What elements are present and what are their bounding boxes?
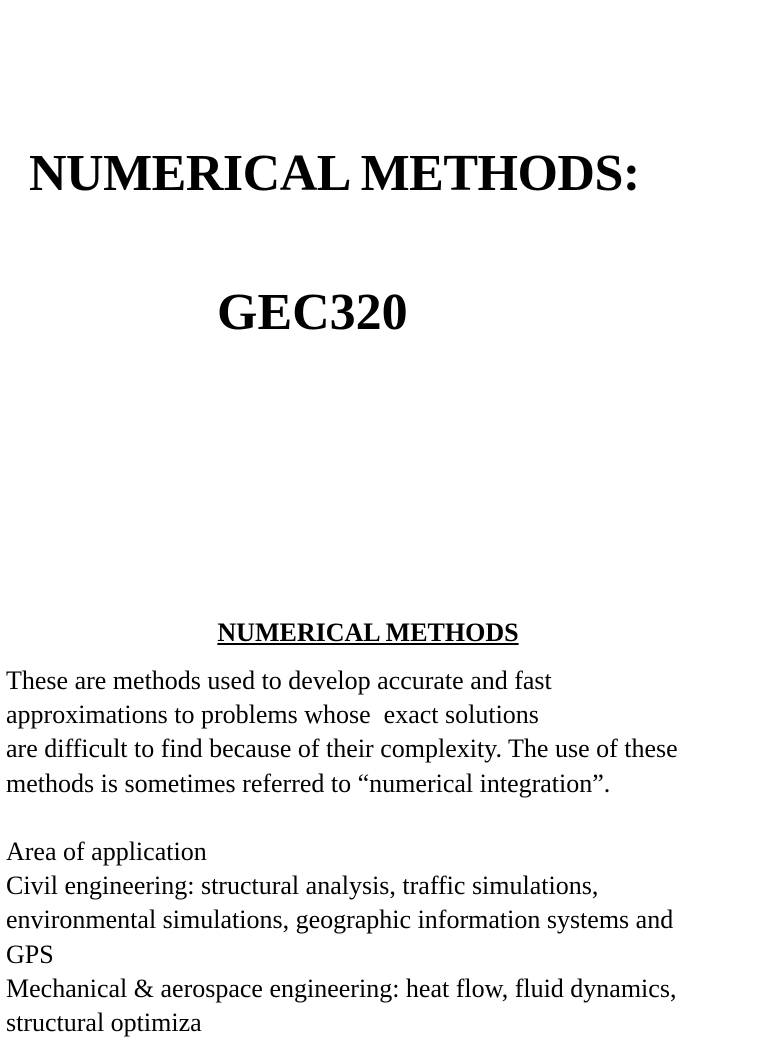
- application-line: GPS: [6, 939, 54, 969]
- paragraph-spacer: [6, 801, 766, 835]
- application-line: Civil engineering: structural analysis, traffic simulations,: [6, 871, 599, 901]
- application-line: Mechanical & aerospace engineering: heat flow, fluid dynamics,: [6, 973, 677, 1003]
- intro-line: are difficult to find because of their complexity. The use of these: [6, 734, 678, 764]
- intro-line: These are methods used to develop accurate and fast: [6, 666, 552, 695]
- intro-line: approximations to problems whose exact solutions: [6, 700, 539, 730]
- section-heading: NUMERICAL METHODS: [217, 618, 519, 647]
- application-line: structural optimiza: [6, 1007, 202, 1037]
- intro-line: methods is sometimes referred to “numerical integration”.: [6, 768, 611, 798]
- body-text: [6, 664, 766, 1040]
- application-line: environmental simulations, geographic information systems and: [6, 905, 674, 935]
- page-title: NUMERICAL METHODS:: [29, 145, 640, 202]
- course-code: GEC320: [217, 284, 408, 341]
- application-heading: Area of application: [6, 836, 207, 866]
